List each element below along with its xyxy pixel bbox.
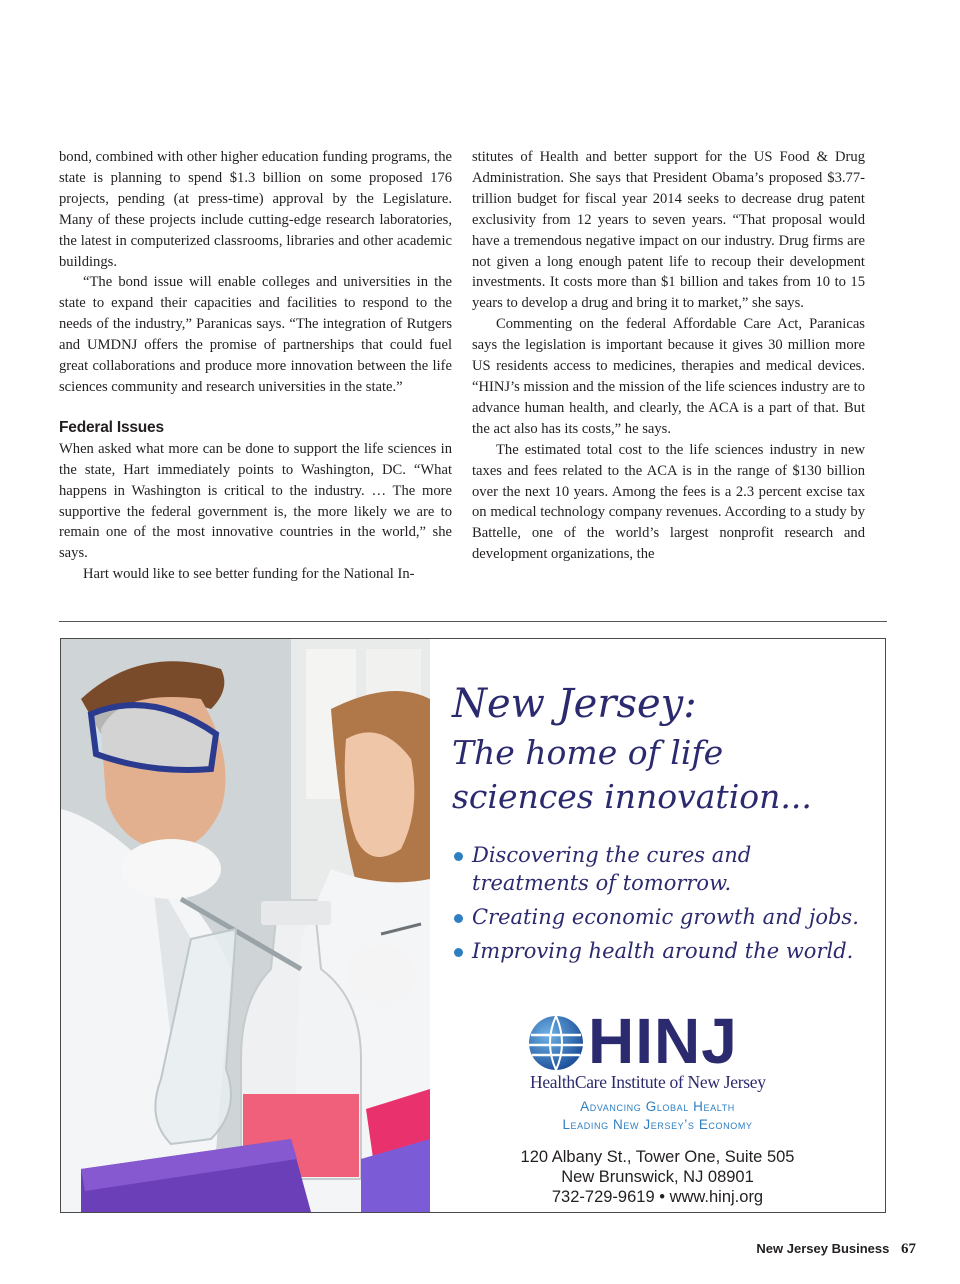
globe-icon bbox=[526, 1013, 586, 1073]
publication-name: New Jersey Business bbox=[756, 1241, 890, 1256]
logo-wordmark: HINJ bbox=[588, 1005, 738, 1077]
ad-subheadline bbox=[452, 731, 872, 819]
logo-subtitle: HealthCare Institute of New Jersey bbox=[530, 1072, 766, 1092]
advertisement bbox=[60, 638, 886, 1213]
article-left-column bbox=[59, 147, 452, 585]
ad-address: New Brunswick, NJ 08901 bbox=[561, 1168, 754, 1186]
bullet-text: Creating economic growth and jobs. bbox=[472, 905, 859, 929]
ad-subheadline-line: The home of life bbox=[452, 733, 724, 772]
ad-copy bbox=[430, 639, 885, 1212]
ad-subheadline-line: sciences innovation... bbox=[452, 777, 812, 816]
ad-headline: New Jersey: bbox=[452, 681, 697, 727]
lab-scientists-photo bbox=[61, 639, 430, 1212]
paragraph: When asked what more can be done to support the life sciences in the state, Hart immediately points to Washington, DC. “What happens in Washington is critical to the industry. … The more supportive the federal government is, the more likely we are to remain one of the most innovative countries in the world,” she says. bbox=[59, 440, 452, 562]
photo-illustration bbox=[61, 639, 430, 1212]
bullet-dot-icon bbox=[454, 852, 463, 861]
bullet-text: Improving health around the world. bbox=[472, 939, 854, 963]
list-item bbox=[452, 841, 872, 897]
ad-tagline: Leading New Jersey’s Economy bbox=[562, 1117, 753, 1132]
ad-contact: 732-729-9619 • www.hinj.org bbox=[551, 1188, 764, 1206]
paragraph: Commenting on the federal Affordable Care Act, Paranicas says the legislation is important because it gives 30 million more US residents access to medicines, therapies and medical devices. “HINJ’s mission and the mission of the life sciences industry are to advance human health, and clearly, the ACA is a part of that. But the act also has its costs,” he says. bbox=[472, 316, 865, 437]
section-subhead: Federal Issues bbox=[59, 418, 164, 436]
paragraph: Hart would like to see better funding for the National In- bbox=[83, 566, 415, 583]
page-number: 67 bbox=[901, 1241, 916, 1257]
ad-bullet-list bbox=[452, 841, 872, 971]
article-right-column bbox=[472, 147, 865, 565]
divider bbox=[59, 621, 887, 622]
paragraph: bond, combined with other higher education funding programs, the state is planning to spend $1.3 billion on some proposed 176 projects, pending (at press-time) approval by the Legislature. Many of these projects include cutting-edge research laboratories, the latest in computerized classrooms, libraries and other academic buildings. bbox=[59, 149, 452, 270]
ad-address: 120 Albany St., Tower One, Suite 505 bbox=[520, 1148, 795, 1166]
bullet-text: Discovering the cures and treatments of tomorrow. bbox=[472, 843, 752, 895]
bullet-dot-icon bbox=[454, 948, 463, 957]
bullet-dot-icon bbox=[454, 914, 463, 923]
paragraph: stitutes of Health and better support for the US Food & Drug Administration. She says that President Obama’s proposed $3.77-trillion budget for fiscal year 2014 seeks to decrease drug patent exclusivity from 12 years to seven years. “That proposal would have a tremendous negative impact on our industry. Drug firms are not given a long enough patent life to recoup their development investments. It costs more than $1 billion and takes from 10 to 15 years to develop a drug and bring it to market,” she says. bbox=[472, 149, 865, 312]
ad-tagline: Advancing Global Health bbox=[580, 1099, 735, 1114]
paragraph: The estimated total cost to the life sciences industry in new taxes and fees related to the ACA is in the range of $130 billion over the next 10 years. Among the fees is a 2.3 percent excise tax on medical technology company revenues. According to a study by Battelle, one of the world’s largest nonprofit research and development organizations, the bbox=[472, 441, 865, 563]
list-item bbox=[452, 937, 872, 965]
paragraph: “The bond issue will enable colleges and universities in the state to expand their capacities and facilities to respond to the needs of the industry,” Paranicas says. “The integration of Rutgers and UMDNJ offers the promise of partnerships that could fuel great collaborations and produce more innovation between the life sciences community and research universities in the state.” bbox=[59, 274, 452, 395]
list-item bbox=[452, 903, 872, 931]
page-footer bbox=[756, 1241, 916, 1258]
